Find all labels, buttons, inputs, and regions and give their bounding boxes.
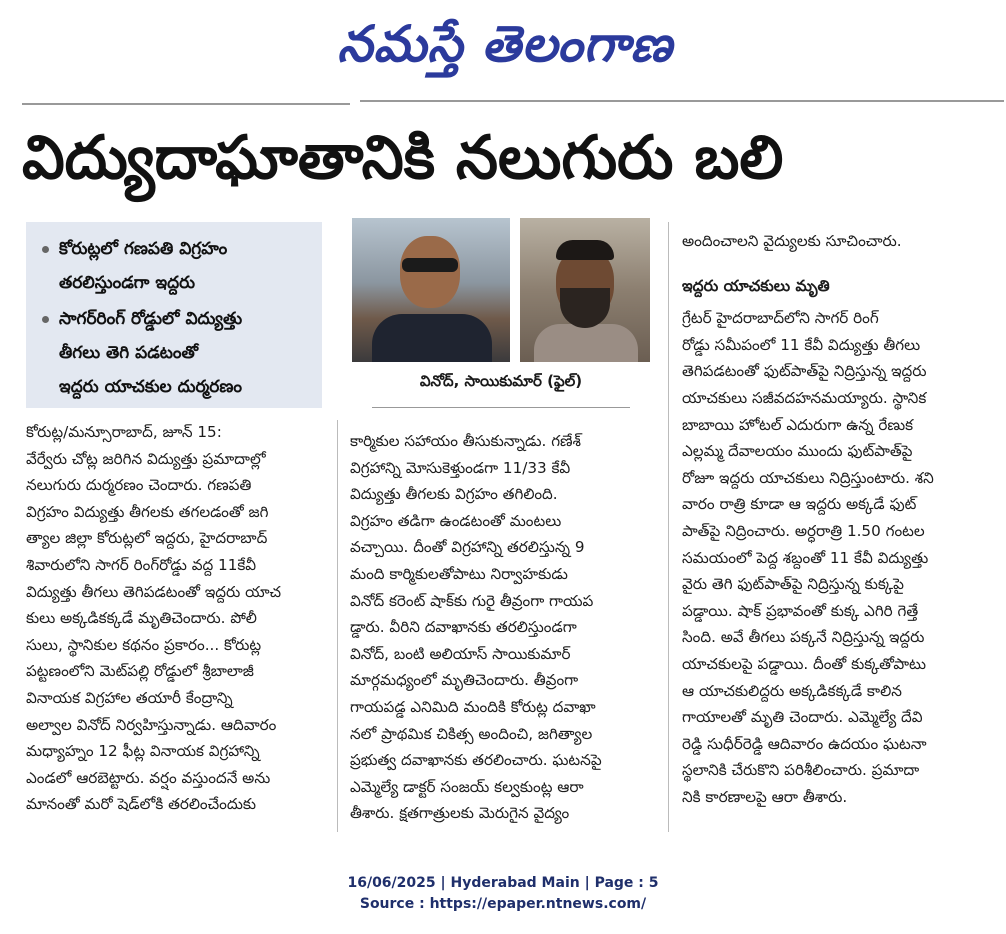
text-line: మార్గమధ్యంలో మృతిచెందారు. తీవ్రంగా <box>350 671 579 690</box>
highlight-2-line-3: ఇద్దరు యాచకుల దుర్మరణం <box>59 377 243 397</box>
text-line: పడ్డాయి. షాక్ ప్రభావంతో కుక్క ఎగిరి గెత్తే <box>682 601 919 620</box>
text-line: విద్యుత్తు తీగలకు విగ్రహం తగిలింది. <box>350 485 558 504</box>
caption-rule <box>372 407 630 408</box>
article-headline: విద్యుదాఘాతానికి నలుగురు బలి <box>22 123 784 193</box>
footer-source-link[interactable]: Source : https://epaper.ntnews.com/ <box>359 896 647 912</box>
column-divider-1 <box>337 420 338 832</box>
text-line: విద్యుత్తు తీగలు తెగిపడటంతో ఇద్దరు యాచ <box>26 582 282 601</box>
text-line: విగ్రహాన్ని మోసుకెళ్తుండగా 11/33 కేవీ <box>350 458 571 477</box>
text-line: కులు అక్కడికక్కడే మృతిచెందారు. పోలీ <box>26 609 257 628</box>
text-line: మానంతో మరో షెడ్‌లోకి తరలించేందుకు <box>26 795 257 814</box>
text-line: యాచకులు సజీవదహనమయ్యారు. స్థానిక <box>682 388 927 407</box>
text-line: అల్వాల వినోద్ నిర్వహిస్తున్నాడు. ఆదివారం <box>26 715 277 734</box>
column-divider-2 <box>668 222 669 832</box>
text-line: రెడ్డి సుధీర్‌రెడ్డి ఆదివారం ఉదయం ఘటనా <box>682 734 927 753</box>
photo-vinod <box>352 218 510 362</box>
text-line: సింది. అవే తీగలు పక్కనే నిద్రిస్తున్న ఇద్దరు <box>682 628 925 647</box>
text-line: ఎమ్మెల్యే డాక్టర్ సంజయ్ కల్వకుంట్ల ఆరా <box>350 777 584 796</box>
text-line: సమయంలో పెద్ద శబ్దంతో 11 కేవీ విద్యుత్తు <box>682 548 929 567</box>
text-line: వినోద్, బంటి అలియాస్ సాయికుమార్ <box>350 644 571 663</box>
text-line: విగ్రహం తడిగా ఉండటంతో మంటలు <box>350 511 562 530</box>
subheading: ఇద్దరు యాచకులు మృతి <box>682 276 830 295</box>
text-line: డ్డారు. వీరిని దవాఖానకు తరలిస్తుండగా <box>350 618 577 637</box>
text-line: తెగిపడటంతో ఫుట్‌పాత్‌పై నిద్రిస్తున్న ఇద్దరు <box>682 362 927 381</box>
article-column-2 <box>350 428 660 827</box>
text-line: పట్టణంలోని మెట్‌పల్లి రోడ్డులో శ్రీబాలాజీ <box>26 662 254 681</box>
text-line: వారం రాత్రి కూడా ఆ ఇద్దరు అక్కడే ఫుట్ <box>682 495 917 514</box>
text-line: వైరు తెగి ఫుట్‌పాత్‌పై నిద్రిస్తున్న కుక్కపై <box>682 575 904 594</box>
text-line: వినాయక విగ్రహాల తయారీ కేంద్రాన్ని <box>26 688 233 707</box>
text-line: అందించాలని వైద్యులకు సూచించారు. <box>682 232 902 250</box>
text-line: తీశారు. క్షతగాత్రులకు మెరుగైన వైద్యం <box>350 804 570 823</box>
text-line: గాయపడ్డ ఎనిమిది మందికి కోరుట్ల దవాఖా <box>350 697 596 716</box>
bullet-icon <box>42 316 49 323</box>
text-line: మధ్యాహ్నం 12 ఫీట్ల వినాయక విగ్రహాన్ని <box>26 742 260 761</box>
text-line: గాయాలతో మృతి చెందారు. ఎమ్మెల్యే దేవి <box>682 708 923 727</box>
text-line: శివారులోని సాగర్ రింగ్‌రోడ్డు వద్ద 11కేవీ <box>26 555 257 574</box>
text-line: స్థలానికి చేరుకొని పరిశీలించారు. ప్రమాదా <box>682 761 920 780</box>
photo-saikumar <box>520 218 650 362</box>
text-line: నలో ప్రాథమిక చికిత్స అందించి, జగిత్యాల <box>350 724 593 743</box>
text-line: వచ్చాయి. దీంతో విగ్రహాన్ని తరలిస్తున్న 9 <box>350 538 585 557</box>
text-line: సులు, స్థానికుల కథనం ప్రకారం... కోరుట్ల <box>26 635 262 654</box>
highlight-1-line-1: కోరుట్లలో గణపతి విగ్రహం <box>42 232 227 266</box>
photo-caption: వినోద్, సాయికుమార్ (ఫైల్) <box>419 372 583 390</box>
text-line: ఎండలో ఆరబెట్టారు. వర్షం వస్తుందనే అను <box>26 768 271 787</box>
text-line: పాత్‌పై నిద్రించారు. అర్ధరాత్రి 1.50 గంటల <box>682 521 925 540</box>
highlight-2-line-1: సాగర్‌రింగ్ రోడ్డులో విద్యుత్తు <box>42 302 242 336</box>
text-line: నికి కారణాలపై ఆరా తీశారు. <box>682 787 848 806</box>
highlight-2-line-2: తీగలు తెగి పడటంతో <box>59 343 199 363</box>
article-column-1 <box>26 419 326 818</box>
text-line: బాబాయి హోటల్ ఎదురుగా ఉన్న రేణుక <box>682 415 914 434</box>
text-line: రోడ్డు సమీపంలో 11 కేవీ విద్యుత్తు తీగలు <box>682 335 921 354</box>
text-line: కోరుట్ల/మన్సూరాబాద్, జూన్ 15: <box>26 423 222 441</box>
text-line: గ్రేటర్ హైదరాబాద్‌లోని సాగర్ రింగ్ <box>682 309 879 328</box>
text-line: ఆ యాచకులిద్దరు అక్కడికక్కడే కాలిన <box>682 681 902 700</box>
text-line: వినోద్ కరెంట్ షాక్‌కు గురై తీవ్రంగా గాయప <box>350 591 594 610</box>
text-line: విగ్రహం విద్యుత్తు తీగలకు తగలడంతో జగి <box>26 502 269 521</box>
text-line: ఎల్లమ్మ దేవాలయం ముందు ఫుట్‌పాత్‌పై <box>682 442 913 461</box>
highlight-1-line-2: తరలిస్తుండగా ఇద్దరు <box>59 273 196 293</box>
masthead-rule-right <box>360 100 1004 102</box>
text-line: నలుగురు దుర్మరణం చెందారు. గణపతి <box>26 476 252 495</box>
masthead-rule-left <box>22 103 350 105</box>
footer-date-edition: 16/06/2025 | Hyderabad Main | Page : 5 <box>347 875 659 891</box>
text-line: త్యాల జిల్లా కోరుట్లలో ఇద్దరు, హైదరాబాద్ <box>26 529 268 548</box>
text-line: మంది కార్మికులతోపాటు నిర్వాహకుడు <box>350 564 568 583</box>
text-line: కార్మికుల సహాయం తీసుకున్నాడు. గణేశ్ <box>350 432 581 450</box>
text-line: యాచకులపై పడ్డాయి. దీంతో కుక్కతోపాటు <box>682 654 926 673</box>
highlights-box <box>26 222 322 408</box>
article-column-3 <box>682 228 982 810</box>
bullet-icon <box>42 246 49 253</box>
text-line: ప్రభుత్వ దవాఖానకు తరలించారు. ఘటనపై <box>350 751 602 770</box>
text-line: వేర్వేరు చోట్ల జరిగిన విద్యుత్తు ప్రమాదాల్లో <box>26 449 266 468</box>
newspaper-masthead: నమస్తే తెలంగాణ <box>337 15 673 73</box>
text-line: రోజూ ఇద్దరు యాచకులు నిద్రిస్తుంటారు. శని <box>682 468 934 487</box>
